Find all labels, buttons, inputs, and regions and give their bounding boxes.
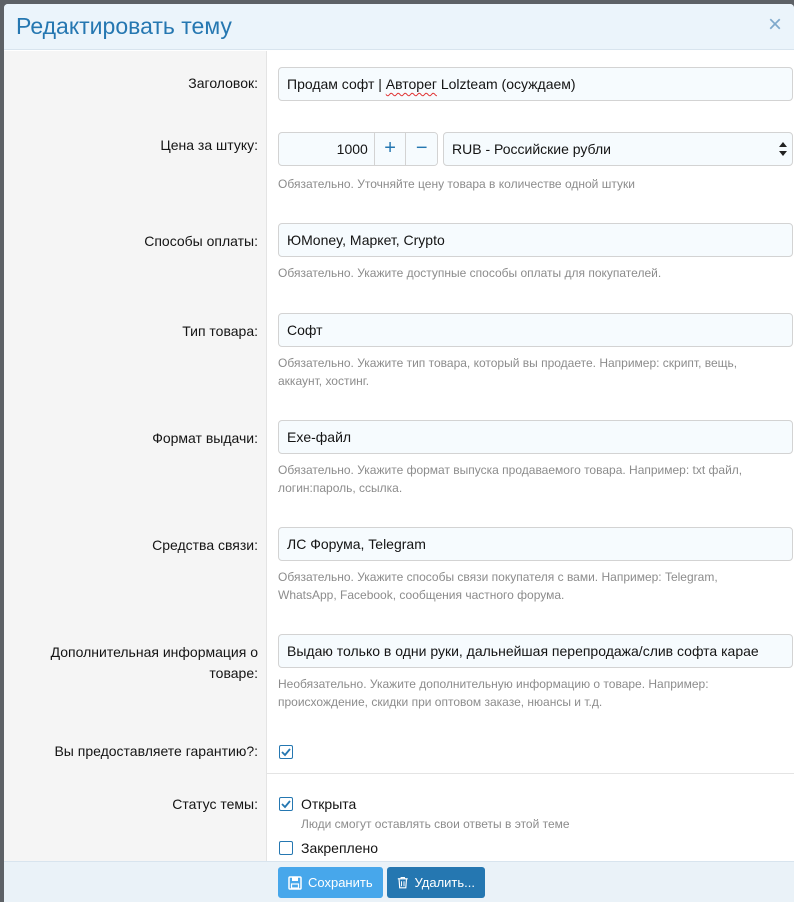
payment-input[interactable]: ЮMoney, Маркет, Crypto xyxy=(278,223,793,257)
delivery-format-input[interactable]: Exe-файл xyxy=(278,420,793,454)
delete-button[interactable] xyxy=(387,867,485,898)
delivery-format-hint-2: логин:пароль, ссылка. xyxy=(278,481,403,495)
delivery-format-hint-1: Обязательно. Укажите формат выпуска продаваемого товара. Например: txt файл, xyxy=(278,463,743,477)
edit-thread-modal xyxy=(4,4,794,902)
title-value-misspelled: Авторег xyxy=(385,76,437,92)
product-type-hint-1: Обязательно. Укажите тип товара, который вы продаете. Например: скрипт, вещь, xyxy=(278,356,738,370)
currency-value: RUB - Российские рубли xyxy=(452,141,611,157)
select-arrows-icon xyxy=(778,140,788,158)
save-button[interactable] xyxy=(278,867,383,898)
payment-label: Способы оплаты: xyxy=(144,233,258,249)
extra-info-label-2: товаре: xyxy=(209,665,258,681)
price-hint: Обязательно. Уточняйте цену товара в количестве одной штуки xyxy=(278,177,635,191)
contacts-input[interactable]: ЛС Форума, Telegram xyxy=(278,527,793,561)
check-icon xyxy=(280,746,292,758)
delivery-format-label: Формат выдачи: xyxy=(152,430,258,446)
price-input[interactable]: 1000 xyxy=(336,141,368,157)
trash-icon xyxy=(397,875,409,890)
payment-hint: Обязательно. Укажите доступные способы оплаты для покупателей. xyxy=(278,266,662,280)
price-label: Цена за штуку: xyxy=(160,137,258,153)
guarantee-label: Вы предоставляете гарантию?: xyxy=(54,743,258,759)
title-value-prefix: Продам софт | xyxy=(287,76,386,92)
product-type-input[interactable]: Софт xyxy=(278,313,793,347)
title-input[interactable] xyxy=(278,67,793,101)
price-minus-button[interactable]: − xyxy=(405,133,437,165)
extra-info-input[interactable]: Выдаю только в одни руки, дальнейшая перепродажа/слив софта карае xyxy=(278,634,793,668)
modal-footer xyxy=(4,861,794,902)
status-pinned-checkbox[interactable] xyxy=(279,841,293,855)
check-icon xyxy=(280,798,292,810)
modal-header xyxy=(4,4,794,50)
section-divider xyxy=(267,773,794,774)
product-type-hint-2: аккаунт, хостинг. xyxy=(278,374,370,388)
form-body xyxy=(4,51,794,861)
extra-info-label-1: Дополнительная информация о xyxy=(50,644,258,660)
status-open-checkbox[interactable] xyxy=(279,797,293,811)
price-stepper xyxy=(278,132,438,166)
status-label: Статус темы: xyxy=(172,796,258,812)
product-type-label: Тип товара: xyxy=(182,323,258,339)
contacts-hint-1: Обязательно. Укажите способы связи покупателя с вами. Например: Telegram, xyxy=(278,570,718,584)
currency-select[interactable] xyxy=(443,132,793,166)
save-label: Сохранить xyxy=(308,875,373,890)
delete-label: Удалить... xyxy=(414,875,475,890)
contacts-hint-2: WhatsApp, Facebook, сообщения частного форума. xyxy=(278,588,565,602)
save-icon xyxy=(288,876,302,890)
extra-info-hint-2: происхождение, скидки при оптовом заказе, нюансы и т.д. xyxy=(278,695,603,709)
status-open-label[interactable]: Открыта xyxy=(301,796,357,812)
guarantee-checkbox[interactable] xyxy=(279,745,293,759)
title-label: Заголовок: xyxy=(188,75,258,91)
extra-info-hint-1: Необязательно. Укажите дополнительную информацию о товаре. Например: xyxy=(278,677,709,691)
contacts-label: Средства связи: xyxy=(152,537,258,553)
price-plus-button[interactable]: + xyxy=(374,133,406,165)
close-icon[interactable]: × xyxy=(767,11,782,38)
status-open-hint: Люди смогут оставлять свои ответы в этой теме xyxy=(301,817,570,831)
status-pinned-label[interactable]: Закреплено xyxy=(301,840,378,856)
label-column xyxy=(4,51,267,861)
modal-title: Редактировать тему xyxy=(16,13,232,39)
title-value-suffix: Lolzteam (осуждаем) xyxy=(436,76,576,92)
